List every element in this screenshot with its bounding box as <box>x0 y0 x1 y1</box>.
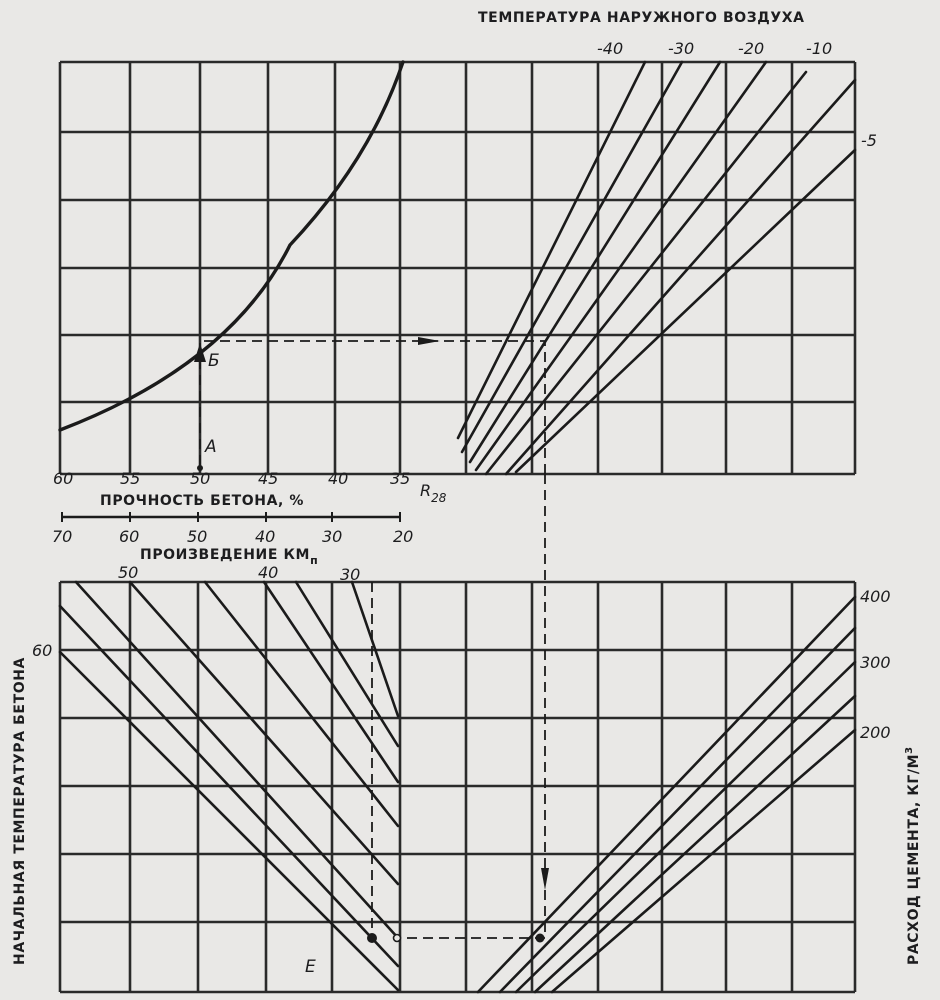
intersection-marker-cement <box>536 934 545 943</box>
strength-tick-40: 40 <box>328 469 349 488</box>
cement-line-250 <box>535 696 855 992</box>
km-line-34 <box>296 582 398 746</box>
km-line-60 <box>60 652 398 990</box>
arrow-down <box>541 868 549 890</box>
cement-tick-200: 200 <box>860 723 891 742</box>
temp-line-minus10 <box>506 80 855 474</box>
temp-line-minus5 <box>516 150 855 472</box>
strength-tick-55: 55 <box>120 469 141 488</box>
cement-line-400 <box>478 597 855 992</box>
outdoor-temp-tick-minus5: -5 <box>861 131 877 150</box>
strength-tick-50: 50 <box>190 469 211 488</box>
km-title: ПРОИЗВЕДЕНИЕ $КМ_п$ <box>140 547 319 567</box>
temp-line-minus40 <box>458 62 645 438</box>
top-chart-grid <box>60 62 855 474</box>
cement-lines <box>478 597 855 992</box>
strength-tick-45: 45 <box>258 469 279 488</box>
point-a-label: А <box>205 437 217 457</box>
outdoor-temp-tick-minus40: -40 <box>597 39 624 58</box>
strength-tick-35: 35 <box>390 469 411 488</box>
temp-line-minus25 <box>476 62 766 470</box>
intersection-marker-km <box>394 935 401 942</box>
km-tick-40: 40 <box>255 527 276 546</box>
cement-title: РАСХОД ЦЕМЕНТА, $КГ/М^3$ <box>904 746 922 965</box>
arrow-right <box>418 337 440 345</box>
arrow-up-b <box>194 343 206 362</box>
strength-tick-60: 60 <box>53 469 74 488</box>
km-scale <box>52 512 413 567</box>
cement-tick-300: 300 <box>860 653 891 672</box>
km-line-50 <box>76 582 398 938</box>
top-chart <box>60 62 855 474</box>
km-tick-60: 60 <box>119 527 140 546</box>
point-e-marker <box>367 933 377 943</box>
km-tick-50: 50 <box>187 527 208 546</box>
bottom-chart-grid <box>60 582 855 992</box>
strength-curve <box>60 62 403 430</box>
initial-temp-title: НАЧАЛЬНАЯ ТЕМПЕРАТУРА БЕТОНА <box>12 657 28 965</box>
km-line-45 <box>130 582 398 884</box>
strength-unit-label: $R_{28}$ <box>420 481 447 505</box>
initial-temp-tick-60: 60 <box>32 641 53 660</box>
km-chart-tick-50: 50 <box>118 563 139 582</box>
cement-tick-400: 400 <box>860 587 891 606</box>
km-chart-tick-40: 40 <box>258 563 279 582</box>
km-tick-20: 20 <box>393 527 414 546</box>
construction-path-top <box>200 341 545 474</box>
point-e-label: Е <box>305 957 316 977</box>
temp-line-minus35 <box>462 62 682 452</box>
construction-path-bottom <box>400 474 545 938</box>
cement-line-350 <box>500 628 855 992</box>
km-tick-70: 70 <box>52 527 73 546</box>
outdoor-temp-tick-minus10: -10 <box>806 39 833 58</box>
point-b-label: Б <box>208 351 220 371</box>
km-tick-30: 30 <box>322 527 343 546</box>
strength-title: ПРОЧНОСТЬ БЕТОНА, % <box>100 493 305 509</box>
cement-line-300 <box>516 662 855 992</box>
outdoor-temp-tick-minus30: -30 <box>668 39 695 58</box>
outdoor-temp-tick-minus20: -20 <box>738 39 765 58</box>
km-chart-tick-30: 30 <box>340 565 361 584</box>
outdoor-temp-title: ТЕМПЕРАТУРА НАРУЖНОГО ВОЗДУХА <box>478 10 805 26</box>
